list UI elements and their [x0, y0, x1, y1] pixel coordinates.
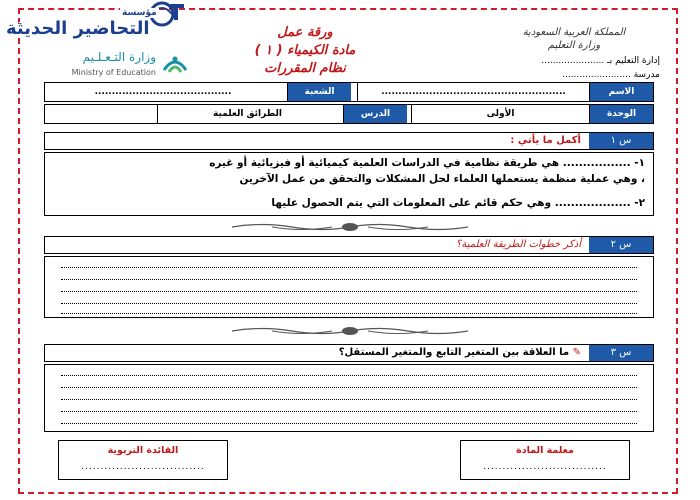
- answer-line: [61, 387, 637, 388]
- teacher-signature[interactable]: [460, 440, 630, 480]
- q3-number: س ٣: [589, 345, 653, 361]
- lesson-value: الطرائق العلمية: [157, 105, 337, 123]
- section-label: الشعبة: [287, 83, 351, 101]
- q1-title: أكمل ما يأتي :: [510, 135, 581, 146]
- q2-header: [44, 236, 654, 254]
- brand-prefix: مؤسسة: [122, 8, 157, 18]
- answer-line: [61, 399, 637, 400]
- answer-line: [61, 303, 637, 304]
- admin-row: [420, 56, 660, 66]
- pencil-icon: ✎: [572, 347, 581, 358]
- name-label: الاسم: [589, 83, 653, 101]
- school-dots[interactable]: ........................: [562, 70, 631, 80]
- unit-label: الوحدة: [589, 105, 653, 123]
- answer-line: [61, 267, 637, 268]
- answer-line: [61, 411, 637, 412]
- q1-header: [44, 132, 654, 150]
- leader-dots: ................................: [81, 462, 205, 472]
- kingdom-header: [486, 26, 662, 52]
- teacher-dots: ................................: [483, 462, 607, 472]
- ornament-divider-icon: [232, 220, 468, 234]
- leader-label: القائدة التربوية: [107, 445, 179, 456]
- answer-line: [61, 291, 637, 292]
- admin-dots[interactable]: ......................: [541, 56, 605, 66]
- title-worksheet: ورقة عمل: [277, 25, 333, 40]
- q3-header: [44, 344, 654, 362]
- q1-item1-line2: ، وهي عملية منظمة يستعملها العلماء لحل المشكلات والتحقق من عمل الآخرين: [239, 173, 645, 185]
- answer-line: [61, 313, 637, 314]
- teacher-label: معلمة المادة: [516, 445, 574, 456]
- title-system: نظام المقررات: [264, 61, 346, 76]
- lesson-info-row: [44, 104, 654, 124]
- kingdom-ministry: وزارة التعليم: [547, 40, 601, 51]
- school-row: [420, 70, 660, 80]
- ministry-logo: [71, 48, 190, 84]
- q1-number: س ١: [589, 133, 653, 149]
- title-subject: مادة الكيمياء ( ١ ): [254, 43, 356, 58]
- school-label: مدرسة: [633, 70, 660, 80]
- q1-item2: ٢- ................... وهي حكم قائم على المعلومات التي يتم الحصول عليها: [271, 197, 645, 209]
- admin-label: إدارة التعليم بـ: [607, 56, 660, 66]
- q1-item1-line1: ١- ................. هي طريقة نظامية في الدراسات العلمية كيميائية أو فيزيائية أو غيره: [209, 157, 645, 169]
- kingdom-name: المملكة العربية السعودية: [522, 27, 626, 38]
- q2-answer-area[interactable]: [44, 256, 654, 318]
- q3-title: ما العلاقة بين المتغير التابع والمتغير المستقل؟: [338, 347, 570, 358]
- ministry-name-en: Ministry of Education: [71, 68, 156, 77]
- worksheet-title: [200, 24, 410, 78]
- unit-value: الأولى: [411, 105, 589, 123]
- lesson-label: الدرس: [343, 105, 407, 123]
- q2-title: أذكر خطوات الطريقة العلمية؟: [456, 239, 581, 250]
- ministry-name-ar: وزارة التـعـلـيم: [82, 50, 156, 64]
- q3-answer-area[interactable]: [44, 364, 654, 432]
- name-field[interactable]: ......................................................: [357, 83, 589, 101]
- section-field[interactable]: ........................................: [45, 83, 281, 101]
- leader-signature[interactable]: [58, 440, 228, 480]
- brand-name: التحاضير الحديثة: [6, 18, 150, 39]
- student-info-row: [44, 82, 654, 102]
- ornament-divider-icon: [232, 324, 468, 338]
- answer-line: [61, 279, 637, 280]
- q1-body: [44, 152, 654, 216]
- ministry-emblem-icon: [162, 52, 188, 76]
- answer-line: [61, 423, 637, 424]
- q2-number: س ٢: [589, 237, 653, 253]
- answer-line: [61, 375, 637, 376]
- q3-title-wrap: [339, 345, 581, 361]
